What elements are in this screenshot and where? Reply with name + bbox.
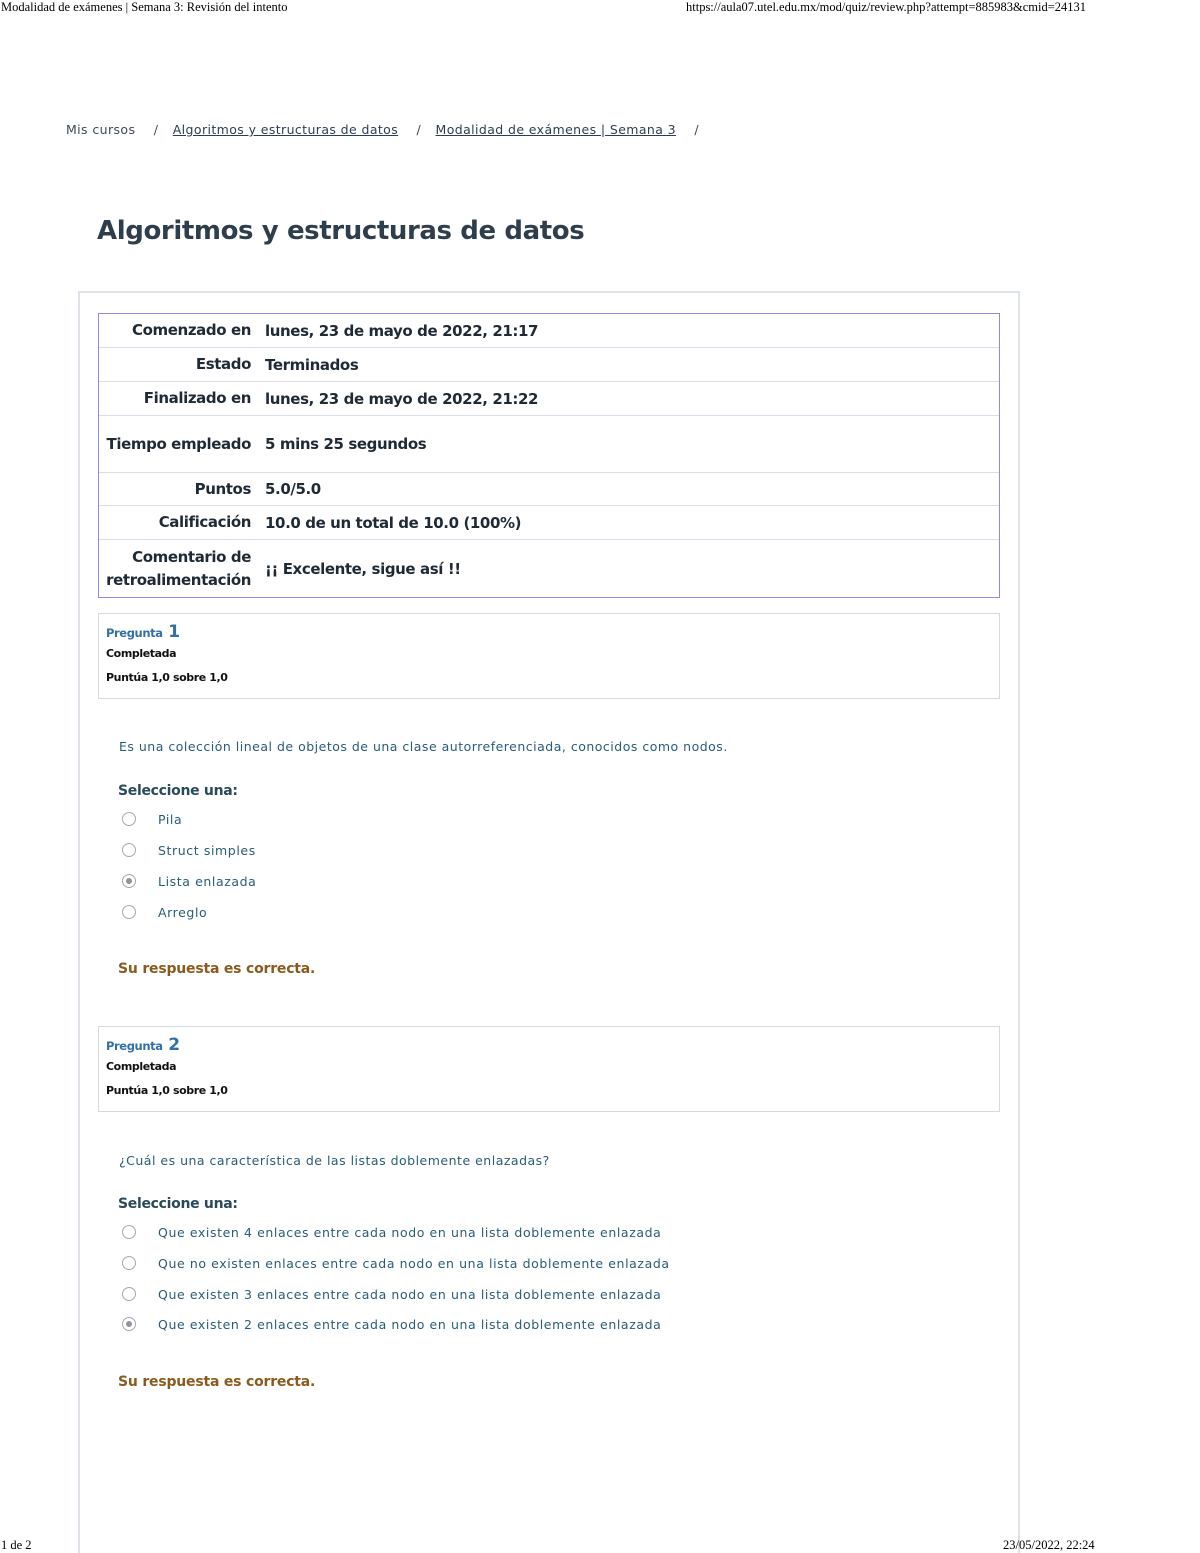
radio-button[interactable]	[122, 1256, 136, 1270]
radio-button-selected[interactable]	[122, 1317, 136, 1331]
answer-option-label: Que existen 4 enlaces entre cada nodo en una lista doblemente enlazada	[158, 1224, 662, 1240]
summary-row-feedback	[99, 540, 999, 597]
print-header	[0, 0, 1200, 16]
question-heading-label: Pregunta	[106, 626, 163, 640]
radio-button[interactable]	[122, 1225, 136, 1239]
answer-option-label: Arreglo	[158, 904, 208, 920]
summary-row-state	[99, 348, 999, 382]
question-state: Completada	[106, 1060, 177, 1073]
answer-option[interactable]	[122, 901, 207, 923]
answer-feedback: Su respuesta es correcta.	[118, 1374, 316, 1390]
print-header-url: https://aula07.utel.edu.mx/mod/quiz/review.php?attempt=885983&cmid=24131	[686, 0, 1087, 14]
print-header-title: Modalidad de exámenes | Semana 3: Revisión del intento	[1, 0, 288, 14]
question-state: Completada	[106, 647, 177, 660]
summary-row-points	[99, 473, 999, 506]
radio-button[interactable]	[122, 843, 136, 857]
answer-option-label: Que no existen enlaces entre cada nodo en una lista doblemente enlazada	[158, 1255, 670, 1271]
question-heading	[106, 622, 992, 644]
summary-value: lunes, 23 de mayo de 2022, 21:22	[265, 389, 539, 408]
breadcrumb-my-courses[interactable]: Mis cursos	[66, 122, 136, 137]
breadcrumb-course-link[interactable]: Algoritmos y estructuras de datos	[172, 122, 399, 137]
answer-option[interactable]	[122, 1221, 661, 1243]
answer-option-label: Lista enlazada	[158, 873, 257, 889]
radio-button[interactable]	[122, 1287, 136, 1301]
summary-value: 5 mins 25 segundos	[265, 435, 427, 453]
answer-option[interactable]	[122, 1283, 661, 1305]
answer-option-label: Struct simples	[158, 842, 256, 858]
answer-option[interactable]	[122, 1313, 661, 1335]
question-heading	[106, 1035, 992, 1057]
answer-option[interactable]	[122, 808, 182, 830]
print-footer-page: 1 de 2	[1, 1538, 32, 1552]
radio-button[interactable]	[122, 812, 136, 826]
summary-label: Estado	[195, 355, 251, 373]
answer-option[interactable]	[122, 1252, 670, 1274]
question-grade: Puntúa 1,0 sobre 1,0	[106, 671, 228, 684]
answer-feedback: Su respuesta es correcta.	[118, 961, 316, 977]
summary-row-time-taken	[99, 416, 999, 473]
summary-value: lunes, 23 de mayo de 2022, 21:17	[265, 321, 539, 340]
summary-row-grade	[99, 506, 999, 540]
breadcrumb-separator: /	[416, 122, 422, 137]
summary-value: 10.0 de un total de 10.0 (100%)	[265, 513, 522, 532]
summary-value: ¡¡ Excelente, sigue así !!	[265, 559, 461, 578]
answer-option[interactable]	[122, 870, 256, 892]
breadcrumb	[66, 122, 709, 137]
question-heading-label: Pregunta	[106, 1039, 163, 1053]
print-footer	[0, 1538, 1200, 1553]
summary-row-finished	[99, 382, 999, 416]
answer-option-label: Que existen 2 enlaces entre cada nodo en una lista doblemente enlazada	[158, 1316, 662, 1332]
page-title: Algoritmos y estructuras de datos	[97, 216, 585, 246]
question-number: 2	[168, 1035, 180, 1055]
question-grade: Puntúa 1,0 sobre 1,0	[106, 1084, 228, 1097]
answer-option[interactable]	[122, 839, 256, 861]
question-text: Es una colección lineal de objetos de una clase autorreferenciada, conocidos como nodos.	[119, 739, 728, 754]
question-info-box	[98, 1026, 1000, 1112]
summary-row-started	[99, 314, 999, 348]
breadcrumb-separator: /	[153, 122, 159, 137]
question-info-box	[98, 613, 1000, 699]
breadcrumb-quiz-link[interactable]: Modalidad de exámenes | Semana 3	[435, 122, 677, 137]
summary-label: Finalizado en	[143, 389, 251, 407]
summary-label: Comentario de retroalimentación	[106, 547, 251, 589]
select-one-prompt: Seleccione una:	[118, 783, 238, 799]
question-number: 1	[168, 622, 180, 642]
summary-label: Calificación	[158, 513, 251, 531]
attempt-summary-table	[98, 313, 1000, 598]
summary-label: Tiempo empleado	[106, 434, 251, 453]
breadcrumb-separator: /	[694, 122, 700, 137]
question-text: ¿Cuál es una característica de las listas doblemente enlazadas?	[119, 1153, 550, 1168]
summary-value: Terminados	[265, 355, 359, 374]
summary-label: Puntos	[194, 479, 251, 498]
radio-button[interactable]	[122, 905, 136, 919]
print-footer-datetime: 23/05/2022, 22:24	[1003, 1538, 1095, 1552]
radio-button-selected[interactable]	[122, 874, 136, 888]
select-one-prompt: Seleccione una:	[118, 1196, 238, 1212]
answer-option-label: Pila	[158, 811, 183, 827]
answer-option-label: Que existen 3 enlaces entre cada nodo en una lista doblemente enlazada	[158, 1286, 662, 1302]
summary-label: Comenzado en	[132, 321, 251, 339]
summary-value: 5.0/5.0	[265, 480, 321, 498]
